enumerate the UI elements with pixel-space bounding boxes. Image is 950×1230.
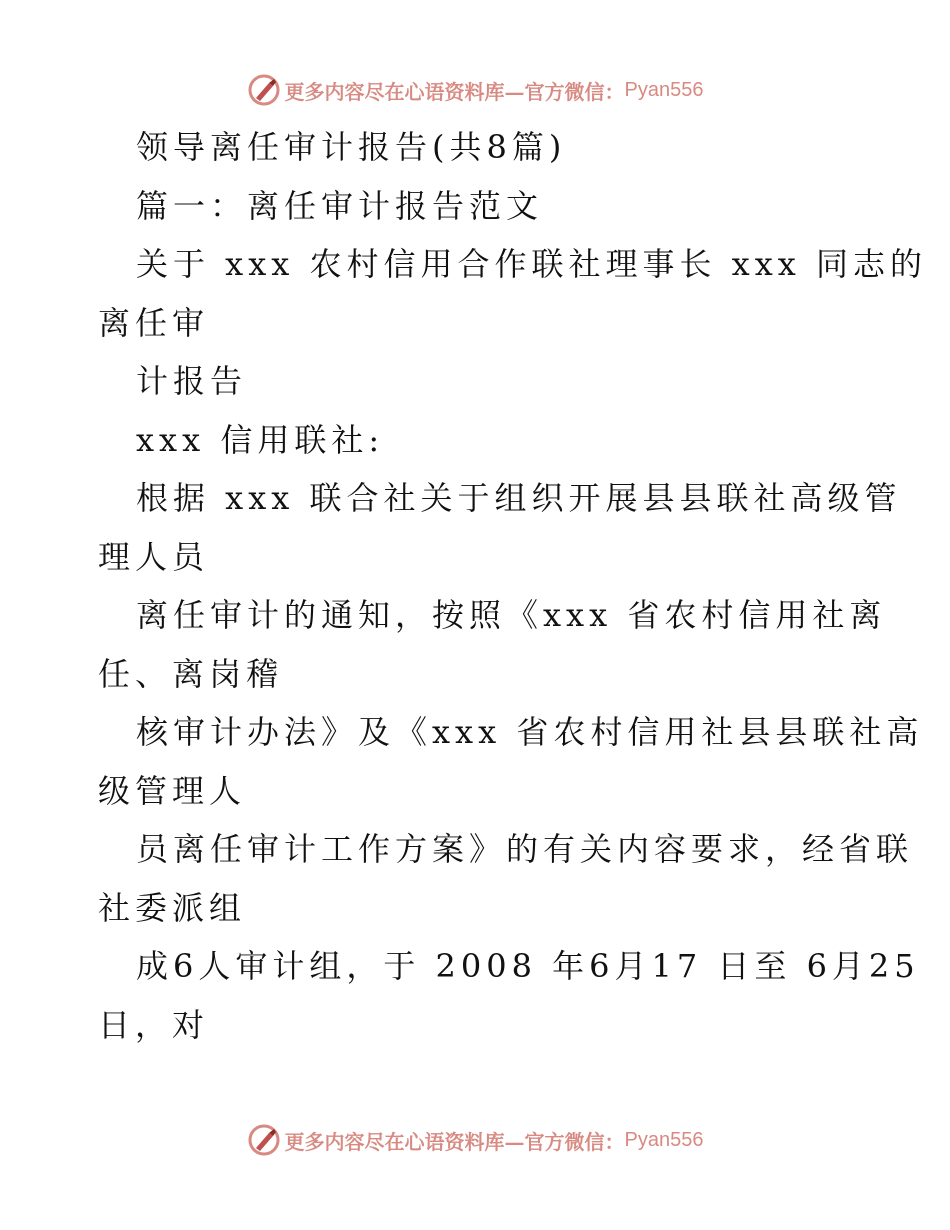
pen-logo-icon [247,73,281,107]
paragraph-line: 级管理人 [98,771,247,810]
pen-logo-icon [247,1123,281,1157]
paragraph-line: 日，对 [98,1005,210,1044]
document-title: 领导离任审计报告(共8篇) [136,128,567,166]
paragraph-line: 离任审 [98,303,210,342]
paragraph-line: 根据 xxx 联合社关于组织开展县县联社高级管 [136,479,902,517]
paragraph-line: 任、离岗稽 [98,654,284,693]
section-heading: 篇一：离任审计报告范文 [136,186,544,225]
footer-banner [0,1120,950,1160]
paragraph-line: 社委派组 [98,888,247,927]
header-banner-text: 更多内容尽在心语资料库—官方微信： [284,79,625,104]
header-banner [0,70,950,110]
paragraph-line: 理人员 [98,537,210,576]
paragraph-line: 离任审计的通知，按照《xxx 省农村信用社离 [136,596,887,634]
paragraph-line: 核审计办法》及《xxx 省农村信用社县县联社高 [136,713,924,751]
paragraph-line: xxx 信用联社: [136,420,385,459]
footer-banner-id: Pyan556 [624,1128,704,1151]
paragraph-line: 员离任审计工作方案》的有关内容要求，经省联 [136,830,914,868]
footer-banner-text: 更多内容尽在心语资料库—官方微信： [284,1129,625,1154]
paragraph-line: 计报告 [136,362,248,400]
paragraph-line: 成6人审计组，于 2008 年6月17 日至 6月25 [136,947,920,985]
document-body [98,118,927,1054]
header-banner-id: Pyan556 [624,78,704,101]
paragraph-line: 关于 xxx 农村信用合作联社理事长 xxx 同志的 [136,245,927,283]
